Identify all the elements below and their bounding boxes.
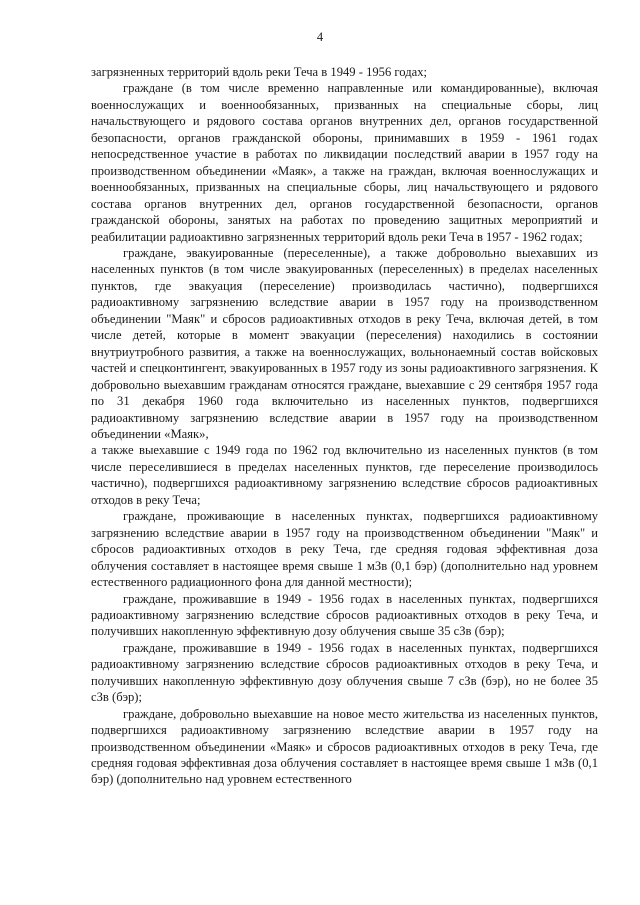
paragraph: граждане, проживающие в населенных пунктах, подвергшихся радиоактивному загрязнению вследствие аварии в 1957 году на производственном объединении "Маяк" и сбросов радиоактивных отходов в реку Теча, где средняя годовая эффективная доза облучения составляет в настоящее время свыше 1 мЗв (0,1 бэр) (дополнительно над уровнем естественного радиационного фона для данной местности); — [91, 509, 598, 590]
paragraph: а также выехавшие с 1949 года по 1962 год включительно из населенных пунктов (в том числе переселившиеся в пределах населенных пунктов, где переселение производилось частично), подвергшихся радиоактивному загрязнению вследствие сбросов радиоактивных отходов в реку Теча; — [91, 443, 598, 507]
page-number: 4 — [316, 30, 324, 44]
paragraph: граждане (в том числе временно направленные или командированные), включая военнослужащих и военнообязанных, призванных на специальные сборы, лиц начальствующего и рядового состава органов внутренних дел, органов государственной безопасности, органов гражданской обороны, принимавших в 1959 - 1961 годах непосредственное участие в работах по ликвидации последствий аварии в 1957 году на производственном объединении «Маяк», а также на граждан, включая военнослужащих и военнообязанных, призванных на специальные сборы, лиц начальствующего и рядового состава органов внутренних дел, органов государственной безопасности, органов гражданской обороны, занятых на работах по проведению защитных мероприятий и реабилитации радиоактивно загрязненных территорий вдоль реки Теча в 1957 - 1962 годах; — [91, 81, 598, 244]
paragraph: граждане, проживавшие в 1949 - 1956 годах в населенных пунктах, подвергшихся радиоактивному загрязнению вследствие сбросов радиоактивных отходов в реку Теча, и получивших накопленную эффективную дозу облучения свыше 35 сЗв (бэр); — [91, 591, 598, 639]
document-body — [91, 64, 598, 788]
paragraph: граждане, эвакуированные (переселенные), а также добровольно выехавших из населенных пунктов (в том числе эвакуированных (переселенных) в пределах населенных пунктов, где эвакуация (переселение) производилась частично), подвергшихся радиоактивному загрязнению вследствие аварии в 1957 году на производственном объединении "Маяк" и сбросов радиоактивных отходов в реку Теча, включая детей, в том числе детей, которые в момент эвакуации (переселения) находились в состоянии внутриутробного развития, а также на военнослужащих, вольнонаемный состав войсковых частей и спецконтингент, эвакуированных в 1957 году из зоны радиоактивного загрязнения. К добровольно выехавшим гражданам относятся граждане, выехавшие с 29 сентября 1957 года по 31 декабря 1960 года включительно из населенных пунктов, подвергшихся радиоактивному загрязнению вследствие аварии в 1957 году на производственном объединении «Маяк», — [91, 245, 598, 441]
paragraph: загрязненных территорий вдоль реки Теча в 1949 - 1956 годах; — [91, 65, 427, 79]
paragraph: граждане, добровольно выехавшие на новое место жительства из населенных пунктов, подвергшихся радиоактивному загрязнению вследствие аварии в 1957 году на производственном объединении «Маяк» и сбросов радиоактивных отходов в реку Теча, где средняя годовая эффективная доза облучения составляет в настоящее время свыше 1 мЗв (0,1 бэр) (дополнительно над уровнем естественного — [91, 706, 598, 787]
paragraph: граждане, проживавшие в 1949 - 1956 годах в населенных пунктах, подвергшихся радиоактивному загрязнению вследствие сбросов радиоактивных отходов в реку Теча, и получивших накопленную эффективную дозу облучения свыше 7 сЗв (бэр), но не более 35 сЗв (бэр); — [91, 640, 598, 705]
